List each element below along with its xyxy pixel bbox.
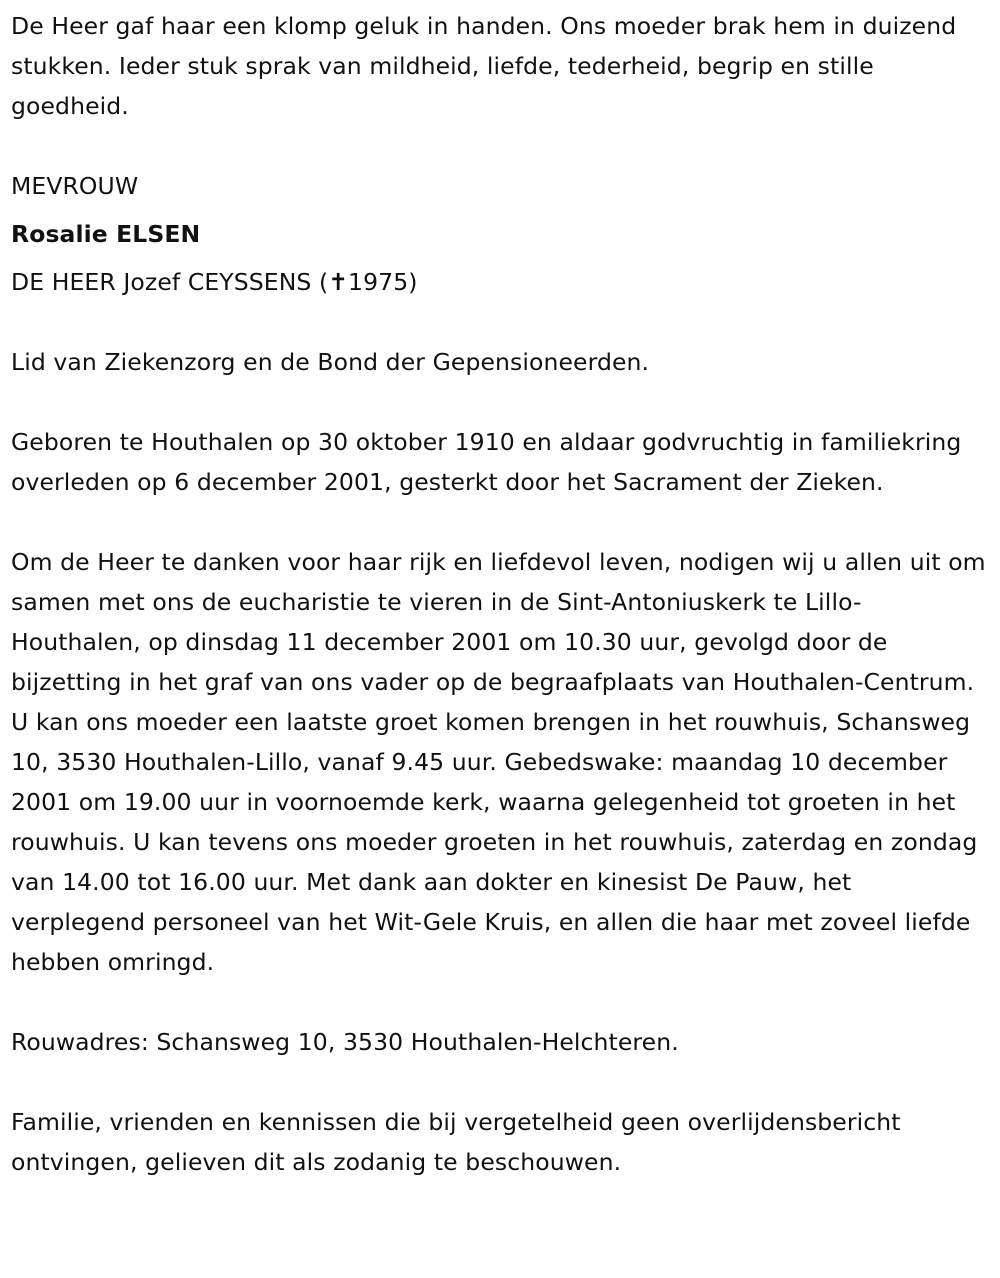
spouse-line: DE HEER Jozef CEYSSENS (✝1975) [11, 268, 418, 296]
ceremony-paragraph: Om de Heer te danken voor haar rijk en liefdevol leven, nodigen wij u allen uit om samen met ons de eucharistie te vieren in de Sint-Antoniuskerk te Lillo-Houthalen, op dinsdag 11 december 2001 om 10.30 uur, gevolgd door de bijzetting in het graf van ons vader op de begraafplaats van Houthalen-Centrum. U kan ons moeder een laatste groet komen brengen in het rouwhuis, Schansweg 10, 3530 Houthalen-Lillo, vanaf 9.45 uur. Gebedswake: maandag 10 december 2001 om 19.00 uur in voornoemde kerk, waarna gelegenheid tot groeten in het rouwhuis. U kan tevens ons moeder groeten in het rouwhuis, zaterdag en zondag van 14.00 tot 16.00 uur. Met dank aan dokter en kinesist De Pauw, het verplegend personeel van het Wit-Gele Kruis, en allen die haar met zoveel liefde hebben omringd. [11, 548, 986, 976]
membership-line: Lid van Ziekenzorg en de Bond der Gepensioneerden. [11, 348, 650, 376]
opening-quote: De Heer gaf haar een klomp geluk in handen. Ons moeder brak hem in duizend stukken. Ieder stuk sprak van mildheid, liefde, tederheid, begrip en stille goedheid. [11, 12, 957, 120]
closing-paragraph: Familie, vrienden en kennissen die bij vergetelheid geen overlijdensbericht ontvingen, gelieven dit als zodanig te beschouwen. [11, 1108, 901, 1176]
title-prefix: MEVROUW [11, 172, 139, 200]
obituary-notice [11, 6, 986, 1182]
birth-death-paragraph: Geboren te Houthalen op 30 oktober 1910 en aldaar godvruchtig in familiekring overleden op 6 december 2001, gesterkt door het Sacrament der Zieken. [11, 428, 962, 496]
mourning-address: Rouwadres: Schansweg 10, 3530 Houthalen-Helchteren. [11, 1028, 679, 1056]
deceased-name: Rosalie ELSEN [11, 220, 201, 248]
